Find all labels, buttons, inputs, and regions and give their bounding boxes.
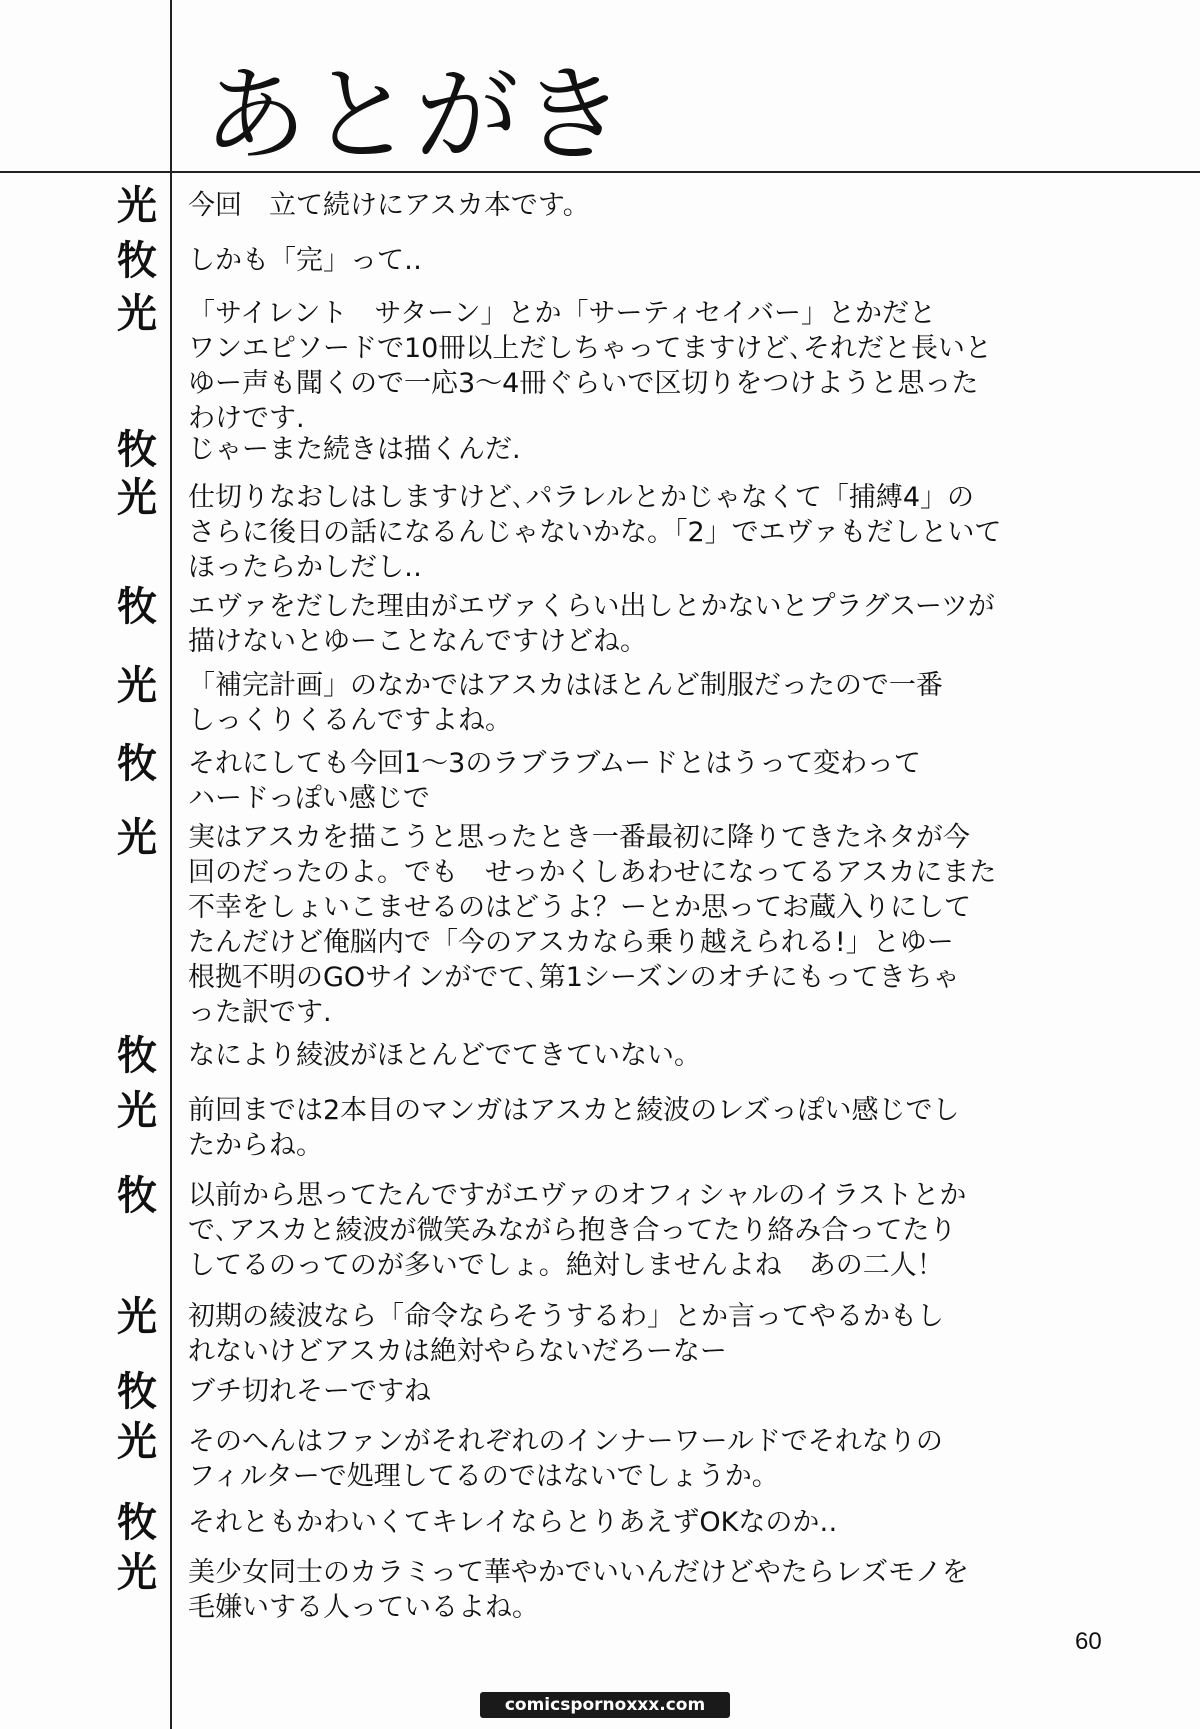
page-title: あとがき	[203, 54, 628, 176]
dialogue-line: それともかわいくてキレイならとりあえずOKなのか‥	[188, 1507, 838, 1538]
speaker-label: 光	[117, 662, 157, 709]
dialogue-line: 今回 立て続けにアスカ本です。	[188, 190, 590, 221]
dialogue-line: わけです.	[188, 403, 305, 434]
speaker-label: 光	[117, 1087, 157, 1134]
dialogue-line: エヴァをだした理由がエヴァくらい出しとかないとプラグスーツが	[188, 591, 995, 622]
dialogue-line: 以前から思ってたんですがエヴァのオフィシャルのイラストとか	[188, 1180, 967, 1211]
speaker-label: 光	[117, 1418, 157, 1465]
dialogue-line: ハードっぽい感じで	[188, 783, 430, 814]
watermark: comicspornoxxx.com	[480, 1692, 730, 1718]
dialogue-line: 「補完計画」のなかではアスカはほとんど制服だったので一番	[188, 670, 943, 701]
speaker-label: 光	[117, 1293, 157, 1340]
margin-rule-vertical	[170, 0, 172, 1729]
dialogue-line: 美少女同士のカラミって華やかでいいんだけどやたらレズモノを	[188, 1557, 969, 1588]
dialogue-line: じゃーまた続きは描くんだ.	[188, 434, 521, 465]
dialogue-line: フィルターで処理してるのではないでしょうか。	[188, 1461, 779, 1492]
speaker-label: 光	[117, 474, 157, 521]
dialogue-line: さらに後日の話になるんじゃないかな。「2」でエヴァもだしといて	[188, 517, 1002, 548]
speaker-label: 光	[117, 1549, 157, 1596]
speaker-label: 牧	[117, 1368, 157, 1415]
dialogue-line: 仕切りなおしはしますけど､パラレルとかじゃなくて「捕縛4」の	[188, 482, 975, 513]
dialogue-line: しっくりくるんですよね。	[188, 705, 512, 736]
dialogue-line: なにより綾波がほとんどでてきていない。	[188, 1040, 701, 1071]
dialogue-line: 前回までは2本目のマンガはアスカと綾波のレズっぽい感じでし	[188, 1095, 960, 1126]
dialogue-line: ほったらかしだし‥	[188, 552, 423, 583]
speaker-label: 牧	[117, 1172, 157, 1219]
dialogue-line: たんだけど俺脳内で「今のアスカなら乗り越えられる!」とゆー	[188, 927, 954, 958]
speaker-label: 牧	[117, 426, 157, 473]
speaker-label: 光	[117, 182, 157, 229]
dialogue-line: そのへんはファンがそれぞれのインナーワールドでそれなりの	[188, 1426, 943, 1457]
dialogue-line: ゆー声も聞くので一応3～4冊ぐらいで区切りをつけようと思った	[188, 368, 979, 399]
dialogue-line: 不幸をしょいこませるのはどうよ？ーとか思ってお蔵入りにして	[188, 892, 971, 923]
dialogue-line: 実はアスカを描こうと思ったとき一番最初に降りてきたネタが今	[188, 822, 970, 853]
speaker-label: 光	[117, 814, 157, 861]
speaker-label: 牧	[117, 237, 157, 284]
speaker-label: 光	[117, 290, 157, 337]
dialogue-line: 初期の綾波なら「命令ならそうするわ」とか言ってやるかもし	[188, 1301, 944, 1332]
dialogue-line: れないけどアスカは絶対やらないだろーなー	[188, 1336, 727, 1367]
dialogue-line: しかも「完」って‥	[188, 245, 423, 276]
dialogue-line: してるのってのが多いでしょ。絶対しませんよね あの二人！	[188, 1250, 944, 1281]
dialogue-line: それにしても今回1～3のラブラブムードとはうって変わって	[188, 748, 921, 779]
speaker-label: 牧	[117, 740, 157, 787]
dialogue-line: ワンエピソードで10冊以上だしちゃってますけど､それだと長いと	[188, 333, 992, 364]
dialogue-line: ブチ切れそーですね	[188, 1376, 431, 1407]
speaker-label: 牧	[117, 583, 157, 630]
speaker-label: 牧	[117, 1499, 157, 1546]
dialogue-line: った訳です.	[188, 997, 332, 1028]
dialogue-line: 根拠不明のGOサインがでて､第1シーズンのオチにもってきちゃ	[188, 962, 960, 993]
dialogue-line: 描けないとゆーことなんですけどね。	[188, 626, 647, 657]
page-number: 60	[1075, 1628, 1102, 1655]
dialogue-line: 回のだったのよ。でも せっかくしあわせになってるアスカにまた	[188, 857, 997, 888]
dialogue-line: 毛嫌いする人っているよね。	[188, 1592, 539, 1623]
dialogue-line: 「サイレント サターン」とか「サーティセイバー」とかだと	[188, 298, 937, 329]
dialogue-line: たからね。	[188, 1130, 323, 1161]
dialogue-line: で､アスカと綾波が微笑みながら抱き合ってたり絡み合ってたり	[188, 1215, 957, 1246]
speaker-label: 牧	[117, 1032, 157, 1079]
